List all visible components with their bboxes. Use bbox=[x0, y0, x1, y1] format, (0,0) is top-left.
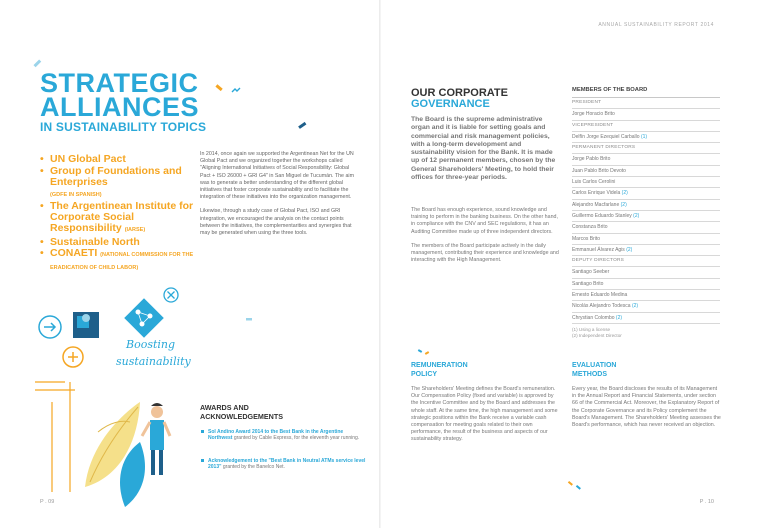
page-title bbox=[40, 68, 199, 122]
alliances-list bbox=[40, 154, 205, 275]
board-row-note: (2) bbox=[620, 201, 627, 208]
board-row-note: (2) bbox=[631, 303, 639, 310]
award-item bbox=[208, 458, 368, 471]
list-item: • The Argentinean Institute for Corporate Social Responsibility (IARSE) bbox=[40, 200, 194, 234]
list-item-text: Sustainable North bbox=[50, 235, 140, 248]
board-row-text: Ernesto Eduardo Medina bbox=[572, 292, 628, 299]
board-row-text: Marcos Brito bbox=[572, 235, 601, 242]
board-row-text: PERMANENT DIRECTORS bbox=[572, 145, 636, 151]
board-member-row bbox=[572, 177, 720, 188]
board-member-row bbox=[572, 290, 720, 301]
board-member-row bbox=[572, 234, 720, 245]
board-row-text: PRESIDENT bbox=[572, 100, 602, 105]
board-row-text: Carlos Enrique Videla bbox=[572, 190, 621, 197]
body-paragraph: The Board has enough experience, sound knowledge and training to perform in the banking business. On the other hand, in compliance with the CNV and SEC regulations, it has an Auditing Committee made up of three independent directors. bbox=[411, 207, 558, 235]
title-line-1: STRATEGIC bbox=[40, 68, 199, 98]
board-row-text: Alejandro Macfarlane bbox=[572, 201, 620, 208]
board-role-heading bbox=[572, 256, 720, 267]
board-member-row bbox=[572, 313, 720, 324]
board-row-text: Emmanuel Álvarez Agis bbox=[572, 246, 625, 253]
board-member-row bbox=[572, 166, 720, 177]
board-footnotes bbox=[572, 327, 720, 340]
board-member-row bbox=[572, 301, 720, 312]
person-icon bbox=[142, 403, 170, 475]
board-row-text: Santiago Seeber bbox=[572, 269, 610, 276]
board-title: MEMBERS OF THE BOARD bbox=[572, 87, 720, 98]
board-member-row bbox=[572, 245, 720, 256]
board-row-text: DEPUTY DIRECTORS bbox=[572, 258, 625, 264]
board-row-text: Jorge Horacio Brito bbox=[572, 111, 615, 118]
board-member-row bbox=[572, 132, 720, 143]
board-row-text: Jorge Pablo Brito bbox=[572, 156, 611, 163]
body-paragraph: In 2014, once again we supported the Argentinean Net for the UN Global Pact and we organized together the workshops called "Aligning International Initiatives of Social Responsibility: Global Pact + ISO 26000 + GRI G4" in San Miguel de Tucumán. The aim was to generate a better understanding of the different global initiatives that foster corporate sustainability and to facilitate the integration of these initiatives into the organization management. bbox=[200, 151, 355, 201]
evaluation-body: Every year, the Board discloses the results of its Management in the Annual Report and Financial Statements, under section 66 of the Commercial Act. Moreover, the Explanatory Report of the Corporate Governance and its Policy complement the Board's Management. The Shareholders' Meeting assesses the Board's performance, which has never received an objection. bbox=[572, 386, 721, 429]
list-item: • UN Global Pact bbox=[40, 153, 126, 165]
governance-body bbox=[411, 207, 559, 271]
awards-title-line: ACKNOWLEDGEMENTS bbox=[200, 411, 284, 421]
award-detail: granted by the Banelco Net. bbox=[221, 464, 285, 471]
list-item-note: (IARSE) bbox=[124, 227, 146, 233]
alliances-body bbox=[200, 151, 360, 244]
board-role-heading bbox=[572, 98, 720, 109]
arrow-circle-icon bbox=[39, 316, 61, 338]
board-row-note: (1) bbox=[640, 133, 648, 140]
title-line-2: ALLIANCES bbox=[40, 92, 199, 122]
award-detail: granted by Cable Express, for the eleventh year running. bbox=[232, 435, 360, 442]
award-item bbox=[208, 429, 368, 442]
remuneration-body: The Shareholders' Meeting defines the Board's remuneration. Our Compensation Policy (fixed and variable) is approved by the Incentive Committee and by the Board and addresses the whole staff. At the same time, the high management and some strategic positions within the Bank receive a variable cash compensation for meeting goals related to their own performance, the result of the business and aspects of our sustainability strategy. bbox=[411, 386, 558, 443]
award-name: Sol Andino Award 2014 to the Best Bank in the Argentine Northwest bbox=[208, 429, 344, 442]
plus-circle-icon bbox=[63, 347, 83, 367]
board-row-text: Juan Pablo Brito Devoto bbox=[572, 167, 626, 174]
remuneration-title-line: POLICY bbox=[411, 370, 438, 378]
list-item-text: Group of Foundations and Enterprises bbox=[50, 164, 182, 188]
board-members-table bbox=[572, 87, 720, 340]
evaluation-title bbox=[572, 362, 616, 379]
board-role-heading bbox=[572, 121, 720, 132]
evaluation-title-line: EVALUATION bbox=[572, 362, 617, 369]
page-number-left: P . 09 bbox=[40, 499, 55, 505]
boosting-illustration bbox=[30, 282, 200, 507]
award-name: Acknowledgement to the "Best Bank in Neutral ATMs service level 2013" bbox=[208, 458, 366, 471]
board-row-text: Chrystian Colombo bbox=[572, 314, 615, 321]
body-paragraph: Likewise, through a study case of Global Pact, ISO and GRI integration, we encouraged the analysis on the contact points between the initiatives, the complementarities and synergies that may be generated when using the three tools. bbox=[200, 208, 352, 237]
board-member-row bbox=[572, 267, 720, 278]
board-member-row bbox=[572, 222, 720, 233]
remuneration-title bbox=[411, 362, 468, 379]
list-item: • Group of Foundations and Enterprises (GDFE IN SPANISH) bbox=[40, 164, 182, 198]
report-header: ANNUAL SUSTAINABILITY REPORT 2014 bbox=[598, 22, 714, 28]
list-item-text: CONAETI bbox=[50, 247, 98, 259]
board-row-text: Delfín Jorge Ezequiel Carballo bbox=[572, 133, 640, 140]
board-row-text: Luis Carlos Cerolini bbox=[572, 179, 616, 186]
awards-title-line: AWARDS AND bbox=[200, 403, 249, 412]
list-item-text: The Argentinean Institute for Corporate Social Responsibility bbox=[50, 200, 194, 234]
remuneration-title-line: REMUNERATION bbox=[411, 362, 468, 369]
footnote: (2) Independent Director bbox=[572, 333, 622, 339]
evaluation-title-line: METHODS bbox=[572, 370, 607, 378]
list-item: • Sustainable North bbox=[40, 235, 140, 248]
list-item-note: (NATIONAL COMMISSION FOR THE ERADICATION OF CHILD LABOR) bbox=[50, 252, 194, 271]
board-row-note: (2) bbox=[633, 212, 640, 219]
board-member-row bbox=[572, 154, 720, 165]
board-row-text: VICEPRESIDENT bbox=[572, 122, 614, 128]
board-row-note: (2) bbox=[626, 246, 633, 253]
section-subtitle: GOVERNANCE bbox=[411, 98, 490, 110]
cube-icon bbox=[73, 312, 99, 338]
board-member-row bbox=[572, 200, 720, 211]
body-paragraph: The members of the Board participate actively in the daily management, contributing their experience and knowledge and interacting with the High Management. bbox=[411, 242, 559, 264]
illustration-caption-2: sustainability bbox=[116, 355, 191, 368]
network-icon bbox=[124, 298, 164, 338]
awards-title bbox=[200, 404, 283, 421]
board-row-text: Santiago Brito bbox=[572, 280, 604, 287]
section-title: OUR CORPORATE bbox=[411, 87, 508, 99]
board-row-text: Guillermo Eduardo Stanley bbox=[572, 212, 632, 219]
board-role-heading bbox=[572, 143, 720, 154]
board-member-row bbox=[572, 109, 720, 120]
board-rows bbox=[572, 98, 720, 324]
board-row-note: (2) bbox=[615, 314, 623, 321]
footnote: (1) Using a license bbox=[572, 326, 611, 332]
lead-paragraph: The Board is the supreme administrative organ and it is liable for setting goals and commercial and risk management policies, with a long-term development and sustainability vision for the Bank. It is made up of 12 permanent members, chosen by the General Shareholders' Meeting, to hold their offices for three-year periods. bbox=[411, 116, 556, 182]
page-number-right: P . 10 bbox=[699, 499, 714, 505]
list-item: • CONAETI (NATIONAL COMMISSION FOR THE ERADICATION OF CHILD LABOR) bbox=[40, 247, 194, 271]
board-member-row bbox=[572, 188, 720, 199]
board-member-row bbox=[572, 211, 720, 222]
list-item-note: (GDFE IN SPANISH) bbox=[50, 191, 102, 198]
close-circle-icon bbox=[164, 288, 178, 302]
board-member-row bbox=[572, 279, 720, 290]
page-subtitle: IN SUSTAINABILITY TOPICS bbox=[40, 120, 207, 134]
illustration-caption-1: Boosting bbox=[126, 338, 176, 351]
board-row-note: (2) bbox=[621, 190, 628, 197]
board-row-text: Nicolás Alejandro Todesca bbox=[572, 303, 631, 310]
list-item-text: UN Global Pact bbox=[50, 153, 126, 165]
board-row-text: Constanza Brito bbox=[572, 224, 608, 231]
